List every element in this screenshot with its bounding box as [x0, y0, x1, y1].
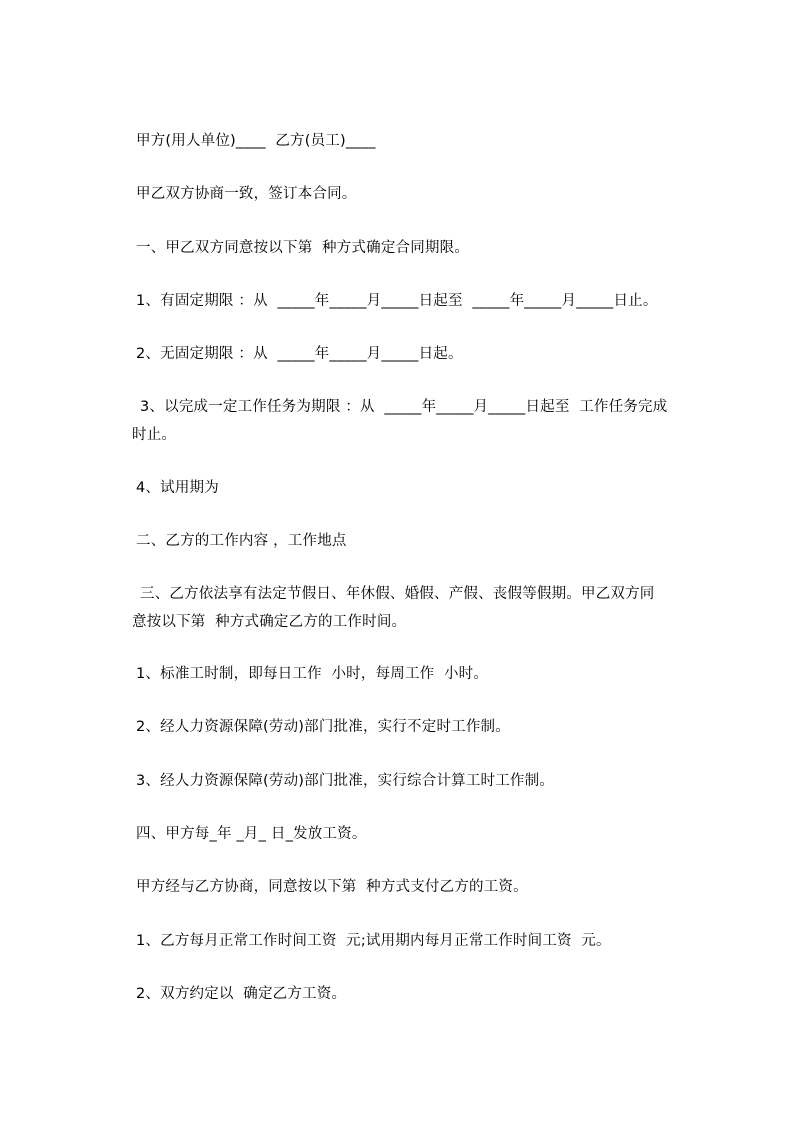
term-task-item [132, 393, 711, 449]
parties-line: 甲方(用人单位)____ 乙方(员工)____ [136, 133, 376, 149]
section-2-heading: 二、乙方的工作内容 ，工作地点 [136, 533, 347, 549]
comprehensive-hours-item: 3、经人力资源保障(劳动)部门批准，实行综合计算工时工作制。 [136, 773, 555, 789]
irregular-hours-item: 2、经人力资源保障(劳动)部门批准，实行不定时工作制。 [136, 719, 510, 735]
probation-item: 4、试用期为 [136, 480, 219, 496]
section-1-heading: 一、甲乙双方同意按以下第 种方式确定合同期限。 [136, 240, 470, 256]
section-4-heading: 四、甲方每_年 _月_ 日_发放工资。 [136, 826, 367, 842]
term-task-item-line1: 3、以完成一定工作任务为期限 ：从 _____年_____月_____日起至 工作任务完成 [140, 399, 668, 415]
term-fixed-item: 1、有固定期限 ：从 _____年_____月_____日起至 _____年_____月_____日止。 [136, 293, 658, 309]
section-3-line2: 意按以下第 种方式确定乙方的工作时间。 [132, 614, 407, 630]
wage-method-statement: 甲方经与乙方协商，同意按以下第 种方式支付乙方的工资。 [136, 879, 528, 895]
term-task-item-line2: 时止。 [132, 427, 177, 443]
wage-agreed-item: 2、双方约定以 确定乙方工资。 [136, 986, 347, 1002]
section-3-line1: 三、乙方依法享有法定节假日、年休假、婚假、产假、丧假等假期。甲乙双方同 [140, 586, 655, 602]
standard-hours-item: 1、标准工时制，即每日工作 小时，每周工作 小时。 [136, 666, 489, 682]
agreement-statement: 甲乙双方协商一致，签订本合同。 [136, 186, 357, 202]
term-open-item: 2、无固定期限 ：从 _____年_____月_____日起。 [136, 346, 463, 362]
wage-amount-item: 1、乙方每月正常工作时间工资 元;试用期内每月正常工作时间工资 元。 [136, 933, 611, 949]
section-3-paragraph [132, 580, 711, 636]
